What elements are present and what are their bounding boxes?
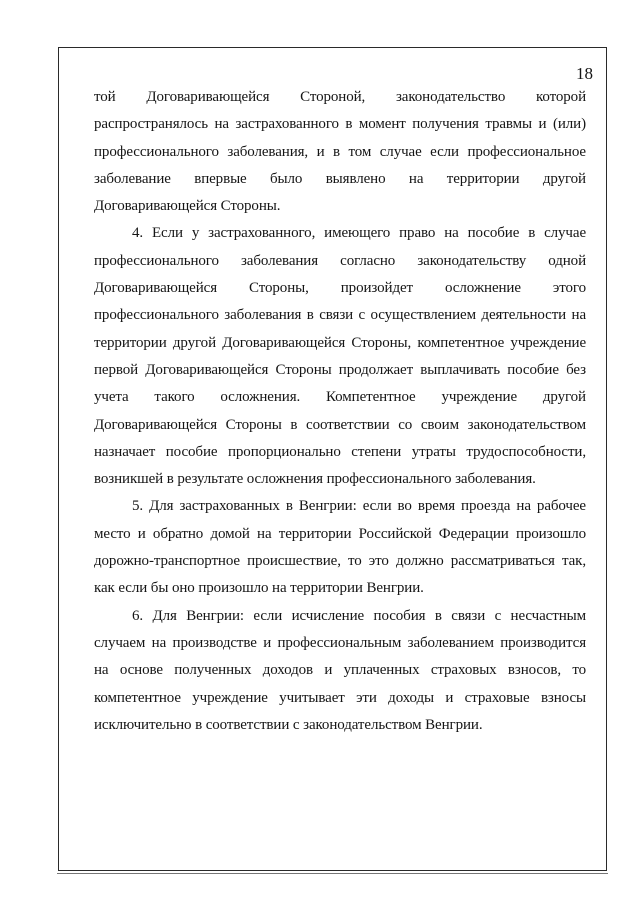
document-body [94, 84, 586, 739]
page-number: 18 [576, 64, 593, 83]
paragraph-continuation: той Договаривающейся Стороной, законодательство которой распространялось на застрахованного в момент получения травмы и (или) профессионального заболевания, и в том случае если профессиональное заболевание впервые было выявлено на территории другой Договаривающейся Стороны. [94, 89, 586, 215]
paragraph-item-5: 5. Для застрахованных в Венгрии: если во время проезда на рабочее место и обратно домой на территории Российской Федерации произошло дорожно-транспортное происшествие, то это должно рассматриваться так, как если бы оно произошло на территории Венгрии. [94, 498, 586, 597]
paragraph-item-6: 6. Для Венгрии: если исчисление пособия в связи с несчастным случаем на производстве и профессиональным заболеванием производится на основе полученных доходов и уплаченных страховых взносов, то компетентное учреждение учитывает эти доходы и страховые взносы исключительно в соответствии с законодательством Венгрии. [94, 607, 586, 733]
paragraph-item-4: 4. Если у застрахованного, имеющего право на пособие в случае профессионального заболевания согласно законодательству одной Договаривающейся Стороны, произойдет осложнение этого профессионального заболевания в связи с осуществлением деятельности на территории другой Договаривающейся Стороны, компетентное учреждение первой Договаривающейся Стороны продолжает выплачивать пособие без учета такого осложнения. Компетентное учреждение другой Договаривающейся Стороны в соответствии со своим законодательством назначает пособие пропорционально степени утраты трудоспособности, возникшей в результате осложнения профессионального заболевания. [94, 225, 586, 488]
